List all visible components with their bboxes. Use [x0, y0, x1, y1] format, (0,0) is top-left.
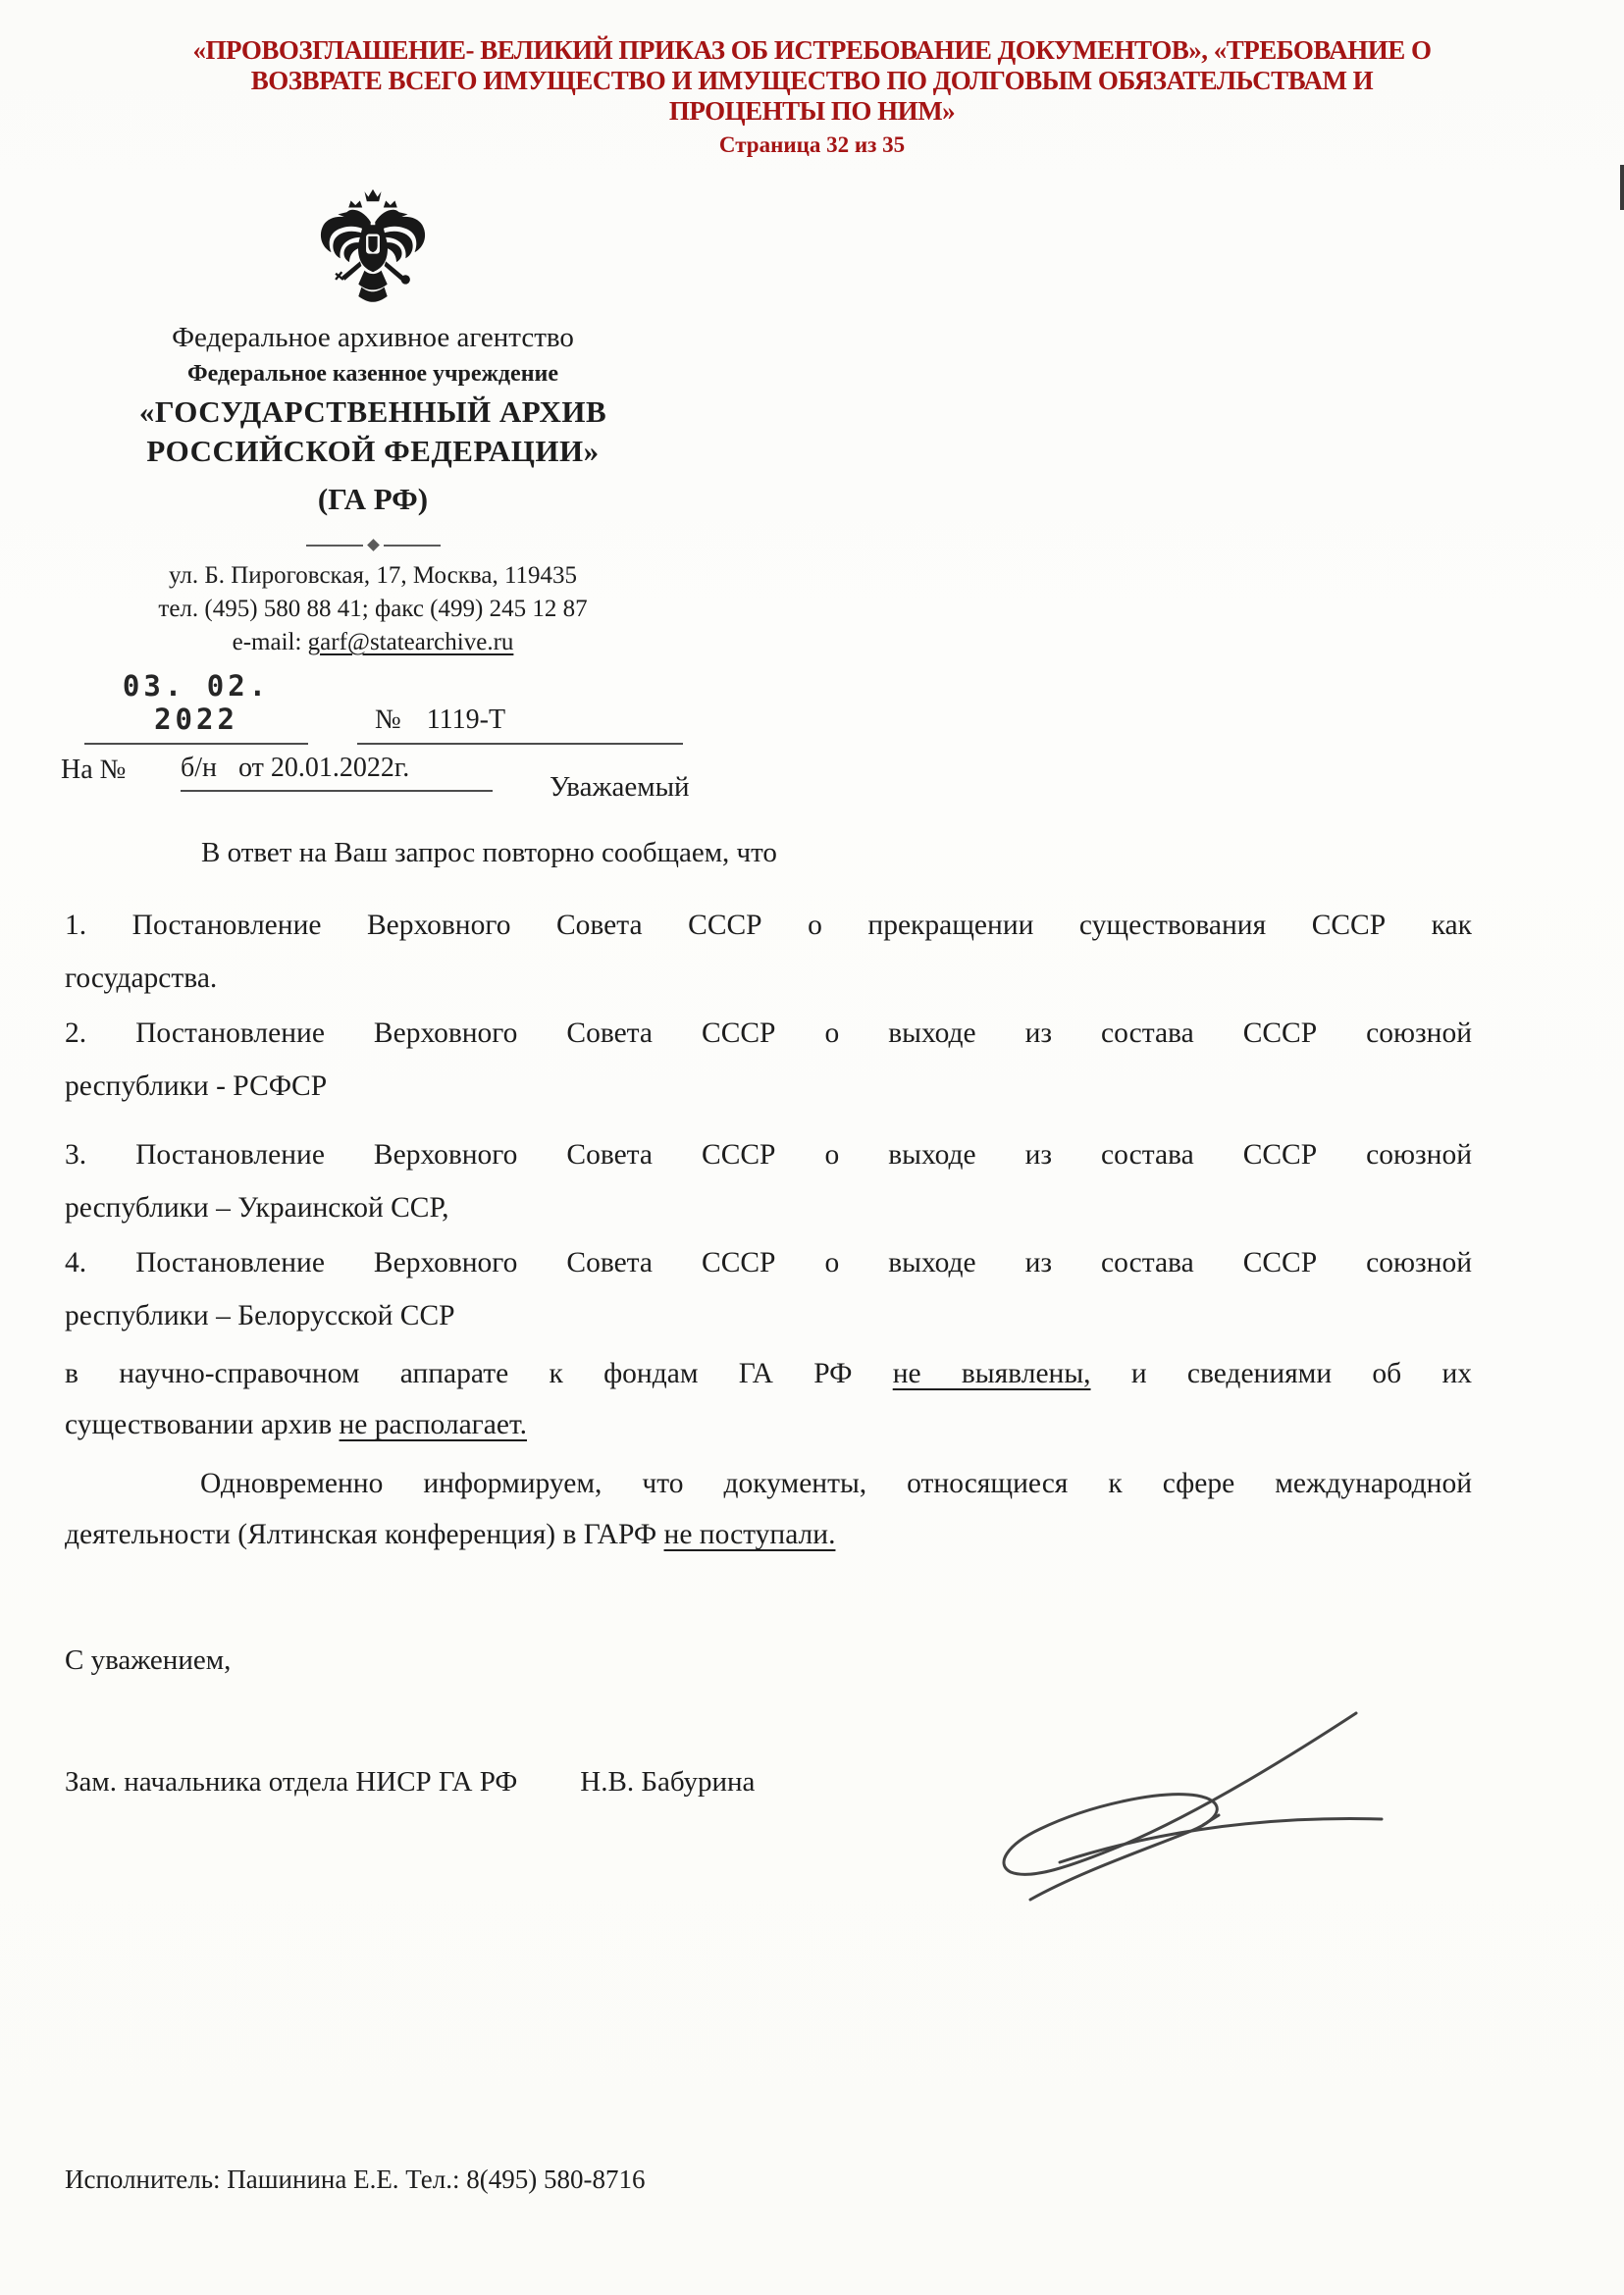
outgoing-number: 1119-Т — [426, 704, 506, 735]
closing-salutation: С уважением, — [65, 1644, 232, 1676]
divider-diamond-icon — [367, 539, 380, 551]
org-name-line2: РОССИЙСКОЙ ФЕДЕРАЦИИ» — [146, 434, 600, 468]
outgoing-reference-row — [61, 669, 697, 745]
divider-line-left — [306, 545, 363, 547]
org-name — [61, 392, 685, 471]
reply-label: На № — [61, 755, 127, 785]
banner-title-line3: ПРОЦЕНТЫ ПО НИМ» — [668, 96, 956, 126]
list-item-4 — [65, 1236, 1472, 1342]
list-item-line: государства. — [65, 963, 218, 994]
list-item-3 — [65, 1128, 1472, 1234]
list-item-2 — [65, 1007, 1472, 1113]
org-abbreviation: (ГА РФ) — [317, 482, 429, 516]
email-address: garf@statearchive.ru — [307, 629, 514, 655]
agency-name: Федеральное архивное агентство — [172, 322, 574, 353]
signer-name: Н.В. Бабурина — [580, 1766, 756, 1798]
reply-date: от 20.01.2022г. — [238, 753, 410, 783]
salutation: Уважаемый — [550, 771, 690, 803]
outgoing-number-cell — [357, 704, 683, 745]
conclusion-underlined-text: не выявлены, — [892, 1358, 1091, 1389]
banner-title-line1: «ПРОВОЗГЛАШЕНИЕ- ВЕЛИКИЙ ПРИКАЗ ОБ ИСТРЕБОВАНИЕ ДОКУМЕНТОВ», «ТРЕБОВАНИЕ О — [192, 35, 1432, 65]
org-name-line1: «ГОСУДАРСТВЕННЫЙ АРХИВ — [138, 394, 607, 429]
address-line: ул. Б. Пироговская, 17, Москва, 119435 — [168, 562, 578, 589]
list-item-line: республики – Белорусской ССР — [65, 1300, 455, 1331]
list-item-1 — [65, 899, 1472, 1005]
institution-type: Федеральное казенное учреждение — [186, 361, 559, 387]
coat-of-arms-eagle-icon — [316, 188, 430, 310]
reply-number: б/н — [181, 753, 218, 783]
handwritten-signature — [913, 1707, 1384, 1923]
page-indicator: Страница 32 из 35 — [718, 132, 906, 157]
scan-edge-artifact — [1620, 165, 1624, 210]
conclusion-line1 — [65, 1348, 1472, 1399]
list-item-line: 4. Постановление Верховного Совета СССР о выходе из состава СССР союзной — [65, 1247, 1472, 1278]
list-item-line: республики - РСФСР — [65, 1070, 328, 1102]
divider-line-right — [384, 545, 441, 547]
conclusion-line2 — [65, 1399, 1472, 1450]
banner-title-line2: ВОЗВРАТЕ ВСЕГО ИМУЩЕСТВО И ИМУЩЕСТВО ПО ДОЛГОВЫМ ОБЯЗАТЕЛЬСТВАМ И — [250, 66, 1374, 95]
email-label: e-mail: — [232, 629, 302, 655]
conclusion-paragraph — [65, 1348, 1472, 1450]
conclusion-text: существовании архив — [65, 1409, 340, 1440]
note-line1: Одновременно информируем, что документы, относящиеся к сфере международной — [200, 1468, 1472, 1499]
email-line — [61, 626, 685, 659]
letterhead-divider — [61, 541, 685, 549]
intro-paragraph: В ответ на Ваш запрос повторно сообщаем, что — [201, 837, 777, 868]
conclusion-underlined-text: не располагает. — [339, 1409, 528, 1440]
document-header-banner — [108, 35, 1516, 160]
note-underlined-text: не поступали. — [663, 1519, 836, 1550]
date-stamp: 03. 02. 2022 — [84, 669, 308, 745]
list-item-line: 3. Постановление Верховного Совета СССР о выходе из состава СССР союзной — [65, 1139, 1472, 1171]
letterhead — [61, 188, 685, 659]
signature-block — [65, 1766, 755, 1799]
reply-reference-cell — [181, 753, 493, 792]
list-item-line: 2. Постановление Верховного Совета СССР о выходе из состава СССР союзной — [65, 1017, 1472, 1049]
executor-line: Исполнитель: Пашинина Е.Е. Тел.: 8(495) 580-8716 — [65, 2165, 646, 2194]
list-item-line: 1. Постановление Верховного Совета СССР о прекращении существования СССР как — [65, 910, 1472, 941]
outgoing-number-label: № — [375, 704, 401, 735]
conclusion-text: в научно-справочном аппарате к фондам ГА РФ — [65, 1358, 893, 1389]
list-item-line: республики – Украинской ССР, — [65, 1192, 449, 1224]
note-text: деятельности (Ялтинская конференция) в ГАРФ — [65, 1519, 664, 1550]
note-paragraph — [65, 1458, 1472, 1560]
phone-fax-line: тел. (495) 580 88 41; факс (499) 245 12 87 — [158, 596, 588, 622]
conclusion-text: и сведениями об их — [1090, 1358, 1472, 1389]
note-line2 — [65, 1509, 1472, 1560]
signer-position: Зам. начальника отдела НИСР ГА РФ — [65, 1766, 518, 1798]
